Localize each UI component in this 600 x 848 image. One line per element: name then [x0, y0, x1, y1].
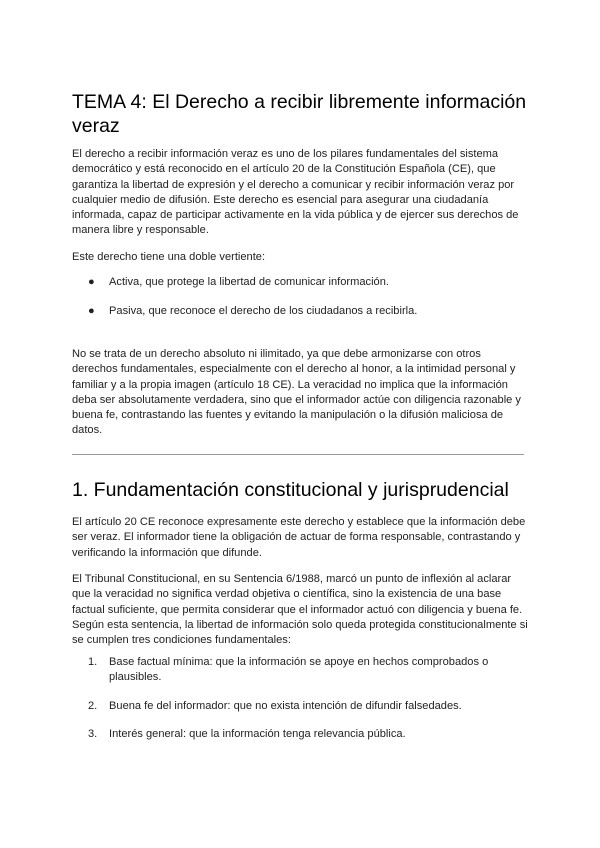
aspects-list — [72, 275, 528, 320]
limits-paragraph: No se trata de un derecho absoluto ni ilimitado, ya que debe armonizarse con otros derechos fundamentales, especialmente con el derecho al honor, a la intimidad personal y familiar y a la propia imagen (artículo 18 CE). La veracidad no implica que la información deba ser absolutamente verdadera, sino que el informador actúe con diligencia razonable y buena fe, contrastando las fuentes y evitando la manipulación o la difusión maliciosa de datos. — [72, 348, 521, 437]
document-title: TEMA 4: El Derecho a recibir libremente información veraz — [72, 91, 527, 137]
section-paragraph-1: El artículo 20 CE reconoce expresamente este derecho y establece que la información debe ser veraz. El informador tiene la obligación de actuar de forma responsable, contrastando y verificando la información que difunde. — [72, 516, 526, 559]
list-number: 3. — [88, 727, 98, 740]
section-heading: 1. Fundamentación constitucional y jurisprudencial — [72, 479, 509, 501]
list-item-text: Buena fe del informador: que no exista intención de difundir falsedades. — [109, 699, 462, 712]
bullet-marker: ● — [88, 276, 95, 288]
section-paragraph-2: El Tribunal Constitucional, en su Sentencia 6/1988, marcó un punto de inflexión al aclarar que la veracidad no significa verdad objetiva o científica, sino la existencia de una base factual suficiente, que permita considerar que el informador actuó con diligencia y buena fe. Según esta sentencia, la libertad de información solo queda protegida constitucionalmente si se cumplen tres condiciones fundamentales: — [72, 573, 528, 647]
list-item-text: Interés general: que la información tenga relevancia pública. — [109, 727, 406, 740]
conditions-list — [72, 655, 528, 742]
intro-paragraph: El derecho a recibir información veraz es uno de los pilares fundamentales del sistema democrático y está reconocido en el artículo 20 de la Constitución Española (CE), que garantiza la libertad de expresión y el derecho a comunicar y recibir información veraz por cualquier medio de difusión. Este derecho es esencial para asegurar una ciudadanía informada, capaz de participar activamente en la vida pública y de ejercer sus derechos de manera libre y responsable. — [72, 148, 519, 237]
list-item-text: Activa, que protege la libertad de comunicar información. — [109, 276, 389, 288]
list-item — [72, 655, 528, 686]
list-item — [72, 699, 528, 714]
bullet-marker: ● — [88, 305, 95, 318]
list-item — [72, 275, 528, 290]
double-aspect-intro: Este derecho tiene una doble vertiente: — [72, 251, 266, 263]
list-number: 2. — [88, 699, 98, 712]
list-item — [72, 727, 528, 742]
list-number: 1. — [88, 656, 98, 668]
list-item — [72, 304, 528, 319]
list-item-text: Base factual mínima: que la información se apoye en hechos comprobados o plausibles. — [109, 656, 489, 684]
section-divider — [72, 454, 524, 455]
list-item-text: Pasiva, que reconoce el derecho de los ciudadanos a recibirla. — [109, 305, 418, 318]
